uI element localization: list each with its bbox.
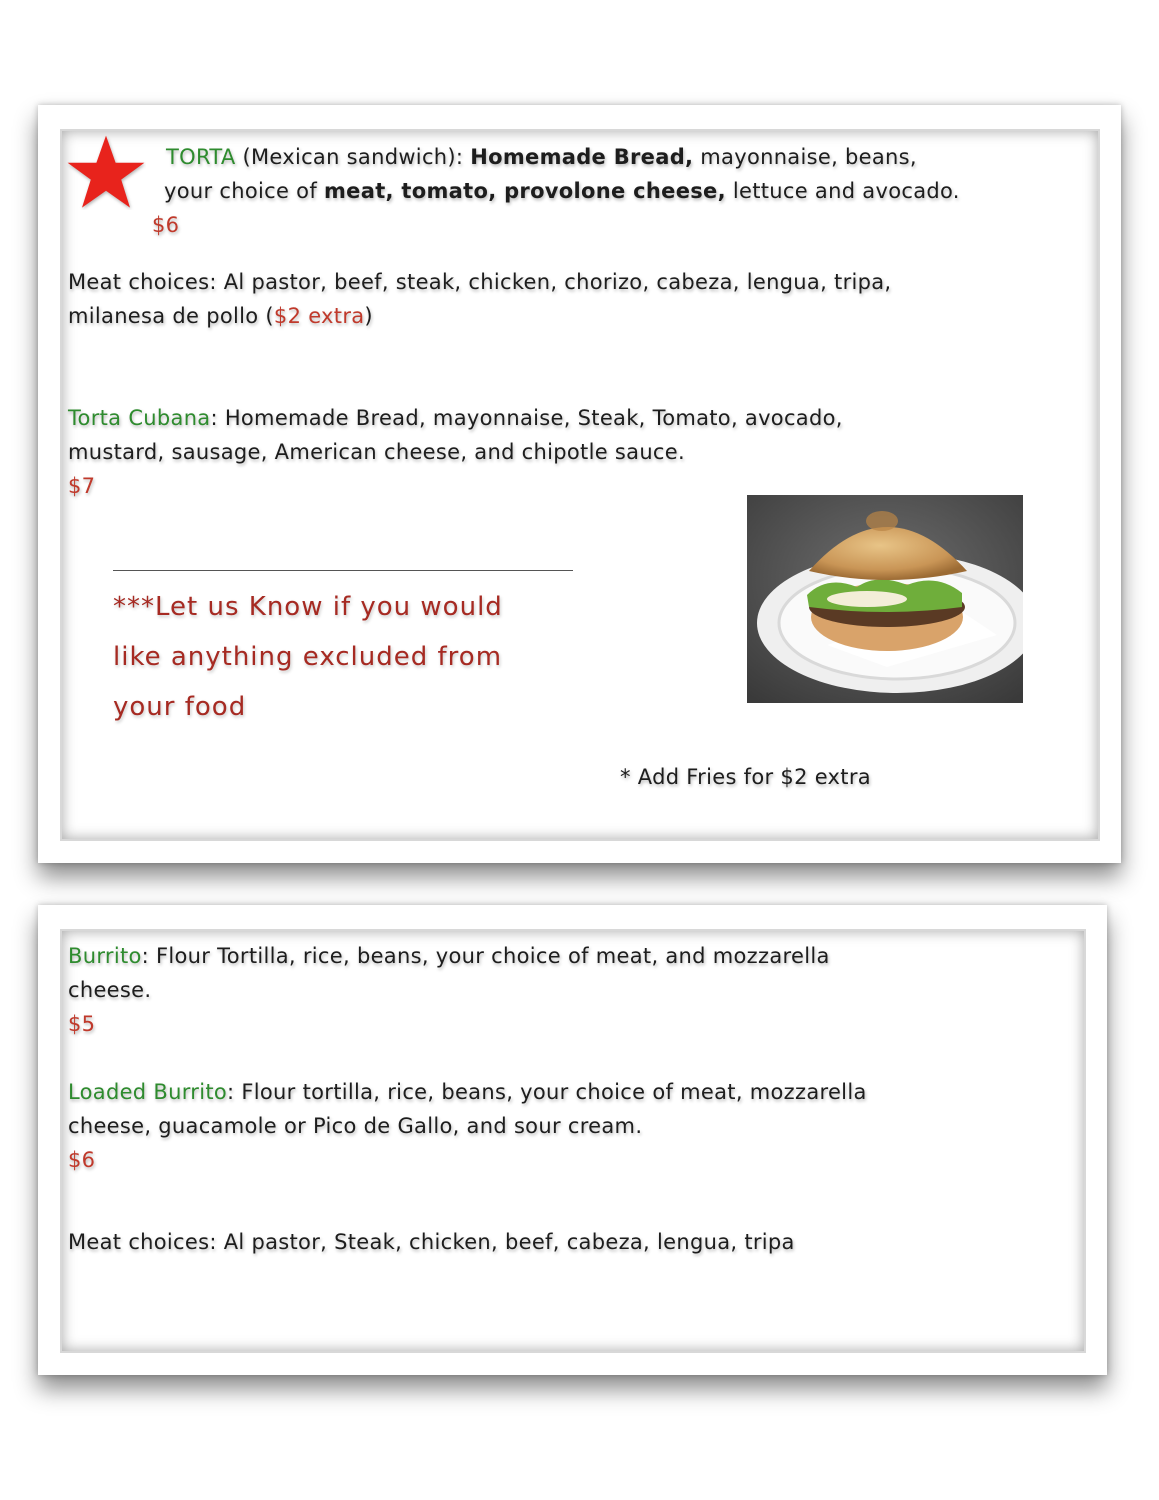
note-line-1: ***Let us Know if you would: [113, 592, 503, 622]
torta-card-panel: [60, 129, 1100, 841]
torta-desc-2a: your choice of: [164, 179, 324, 203]
torta-desc-rest: mayonnaise, beans,: [693, 145, 917, 169]
torta-cubana-name: Torta Cubana: [68, 406, 211, 430]
torta-subtitle: (Mexican sandwich):: [235, 145, 471, 169]
burrito-line-1: [68, 939, 830, 973]
torta-name: TORTA: [166, 145, 236, 169]
torta-price: $6: [152, 213, 180, 237]
star-icon: [66, 134, 146, 210]
burrito-name: Burrito: [68, 944, 142, 968]
burrito-line-2: cheese.: [68, 978, 152, 1002]
torta-desc-2c: lettuce and avocado.: [725, 179, 960, 203]
exclusion-note: [113, 582, 503, 732]
loaded-burrito-line-2: cheese, guacamole or Pico de Gallo, and sour cream.: [68, 1114, 643, 1138]
torta-card: [38, 105, 1121, 863]
note-line-3: your food: [113, 692, 247, 722]
torta-cubana-desc-1: : Homemade Bread, mayonnaise, Steak, Tomato, avocado,: [210, 406, 843, 430]
fries-note: * Add Fries for $2 extra: [620, 765, 871, 789]
loaded-burrito-desc-1: : Flour tortilla, rice, beans, your choice of meat, mozzarella: [227, 1080, 867, 1104]
loaded-burrito-price: $6: [68, 1148, 96, 1172]
burrito-price: $5: [68, 1012, 96, 1036]
torta-meats-line-1: Meat choices: Al pastor, beef, steak, chicken, chorizo, cabeza, lengua, tripa,: [68, 270, 892, 294]
torta-meats-line-2: [68, 299, 373, 333]
torta-meats-extra: $2 extra: [273, 304, 365, 328]
torta-photo: [747, 495, 1023, 703]
burrito-meats: Meat choices: Al pastor, Steak, chicken, beef, cabeza, lengua, tripa: [68, 1230, 795, 1254]
burrito-desc-1: : Flour Tortilla, rice, beans, your choice of meat, and mozzarella: [141, 944, 830, 968]
torta-line-1: [166, 140, 917, 174]
torta-cubana-price: $7: [68, 474, 96, 498]
torta-meats-2a: milanesa de pollo (: [68, 304, 274, 328]
torta-meats-2b: ): [364, 304, 373, 328]
torta-desc-bold: Homemade Bread,: [470, 145, 694, 169]
loaded-burrito-line-1: [68, 1075, 867, 1109]
torta-cubana-line-1: [68, 401, 843, 435]
note-line-2: like anything excluded from: [113, 642, 503, 672]
torta-line-2: [164, 174, 960, 208]
note-divider: [113, 570, 573, 571]
loaded-burrito-name: Loaded Burrito: [68, 1080, 228, 1104]
torta-desc-2b: meat, tomato, provolone cheese,: [324, 179, 726, 203]
torta-cubana-line-2: mustard, sausage, American cheese, and chipotle sauce.: [68, 440, 685, 464]
